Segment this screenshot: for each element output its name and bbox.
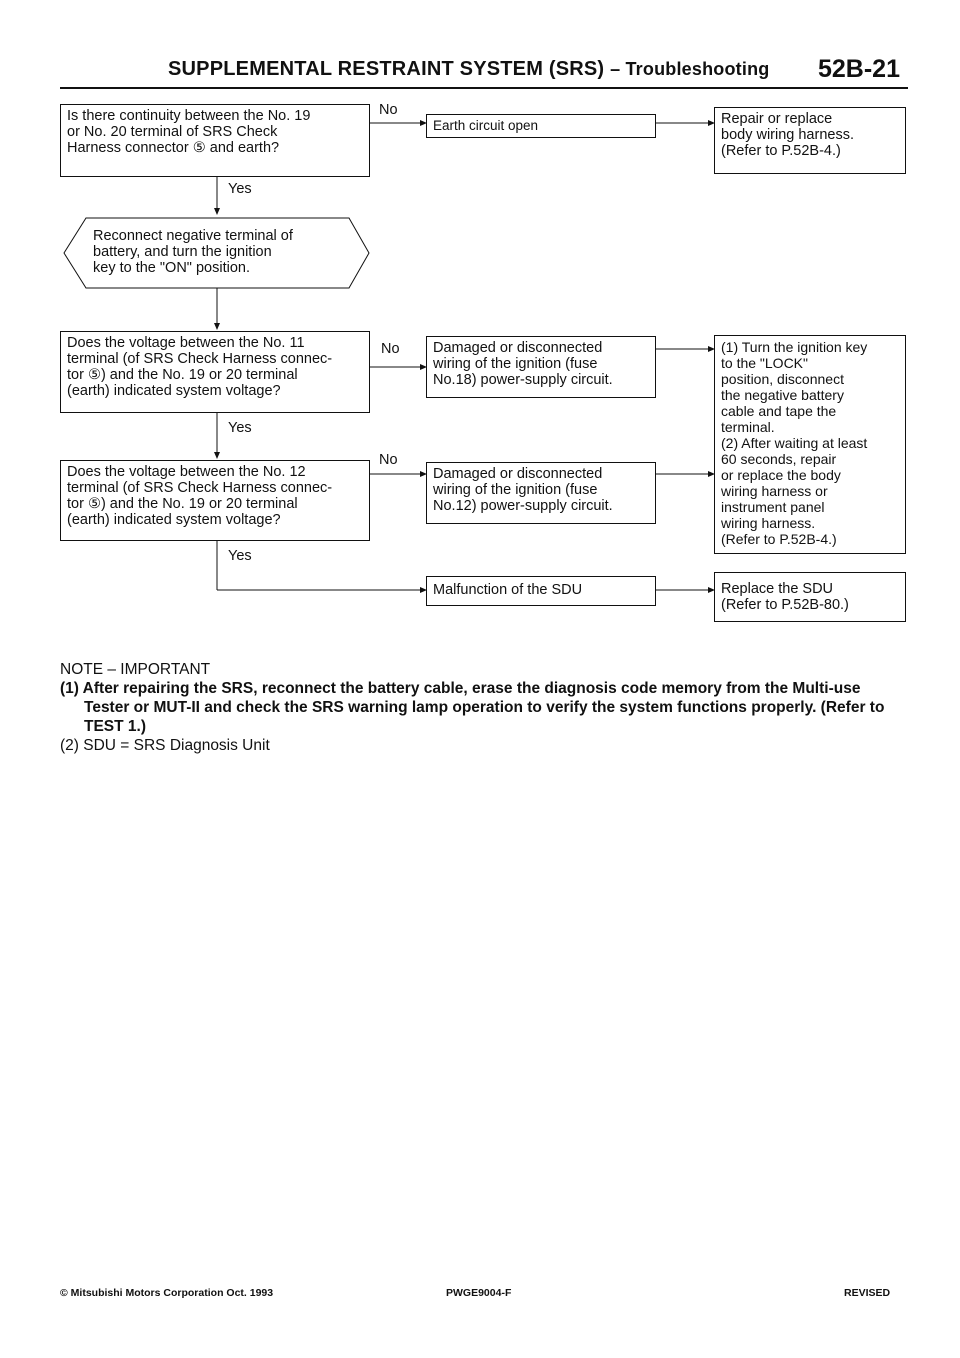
note-item-2: (2) SDU = SRS Diagnosis Unit — [60, 737, 270, 754]
question-box-3: Does the voltage between the No. 12 terminal (of SRS Check Harness connec- tor ⑤) and the No. 19 or 20 terminal (earth) indicated system voltage? — [60, 460, 370, 541]
label-yes-2: Yes — [228, 420, 252, 436]
earth-circuit-open-box: Earth circuit open — [426, 114, 656, 138]
footer-copyright: © Mitsubishi Motors Corporation Oct. 1993 — [60, 1287, 274, 1299]
title-sub: – Troubleshooting — [610, 59, 770, 79]
reconnect-battery-step: Reconnect negative terminal of battery, and turn the ignition key to the "ON" position. — [93, 228, 293, 276]
note-item-1: (1) After repairing the SRS, reconnect the battery cable, erase the diagnosis code memory from the Multi-use Tester or MUT-II and check the SRS warning lamp operation to verify the system functions properly. (Refer to TEST 1.) — [60, 680, 885, 735]
sdu-malfunction-box: Malfunction of the SDU — [426, 576, 656, 606]
label-no-3: No — [379, 452, 398, 468]
footer-status: REVISED — [844, 1287, 891, 1299]
note-heading: NOTE – IMPORTANT — [60, 661, 211, 678]
question-box-2: Does the voltage between the No. 11 terminal (of SRS Check Harness connec- tor ⑤) and the No. 19 or 20 terminal (earth) indicated system voltage? — [60, 331, 370, 413]
notes-section — [60, 660, 910, 755]
replace-sdu-box: Replace the SDU (Refer to P.52B-80.) — [714, 572, 906, 622]
repair-instructions-box: (1) Turn the ignition key to the "LOCK" position, disconnect the negative battery cable and tape the terminal. (2) After waiting at least 60 seconds, repair or replace the body wiring harness or instrument panel wiring harness. (Refer to P.52B-4.) — [714, 335, 906, 554]
damaged-fuse-18-box: Damaged or disconnected wiring of the ignition (fuse No.18) power-supply circuit. — [426, 336, 656, 398]
label-yes-1: Yes — [228, 181, 252, 197]
repair-body-harness-box: Repair or replace body wiring harness. (Refer to P.52B-4.) — [714, 107, 906, 174]
label-yes-3: Yes — [228, 548, 252, 564]
damaged-fuse-12-box: Damaged or disconnected wiring of the ignition (fuse No.12) power-supply circuit. — [426, 462, 656, 524]
label-no-2: No — [381, 341, 400, 357]
title-main: SUPPLEMENTAL RESTRAINT SYSTEM (SRS) — [168, 58, 605, 80]
page-number: 52B-21 — [818, 55, 900, 83]
question-box-1: Is there continuity between the No. 19 or No. 20 terminal of SRS Check Harness connector ⑤ and earth? — [60, 104, 370, 177]
label-no-1: No — [379, 102, 398, 118]
footer-code: PWGE9004-F — [446, 1287, 512, 1299]
